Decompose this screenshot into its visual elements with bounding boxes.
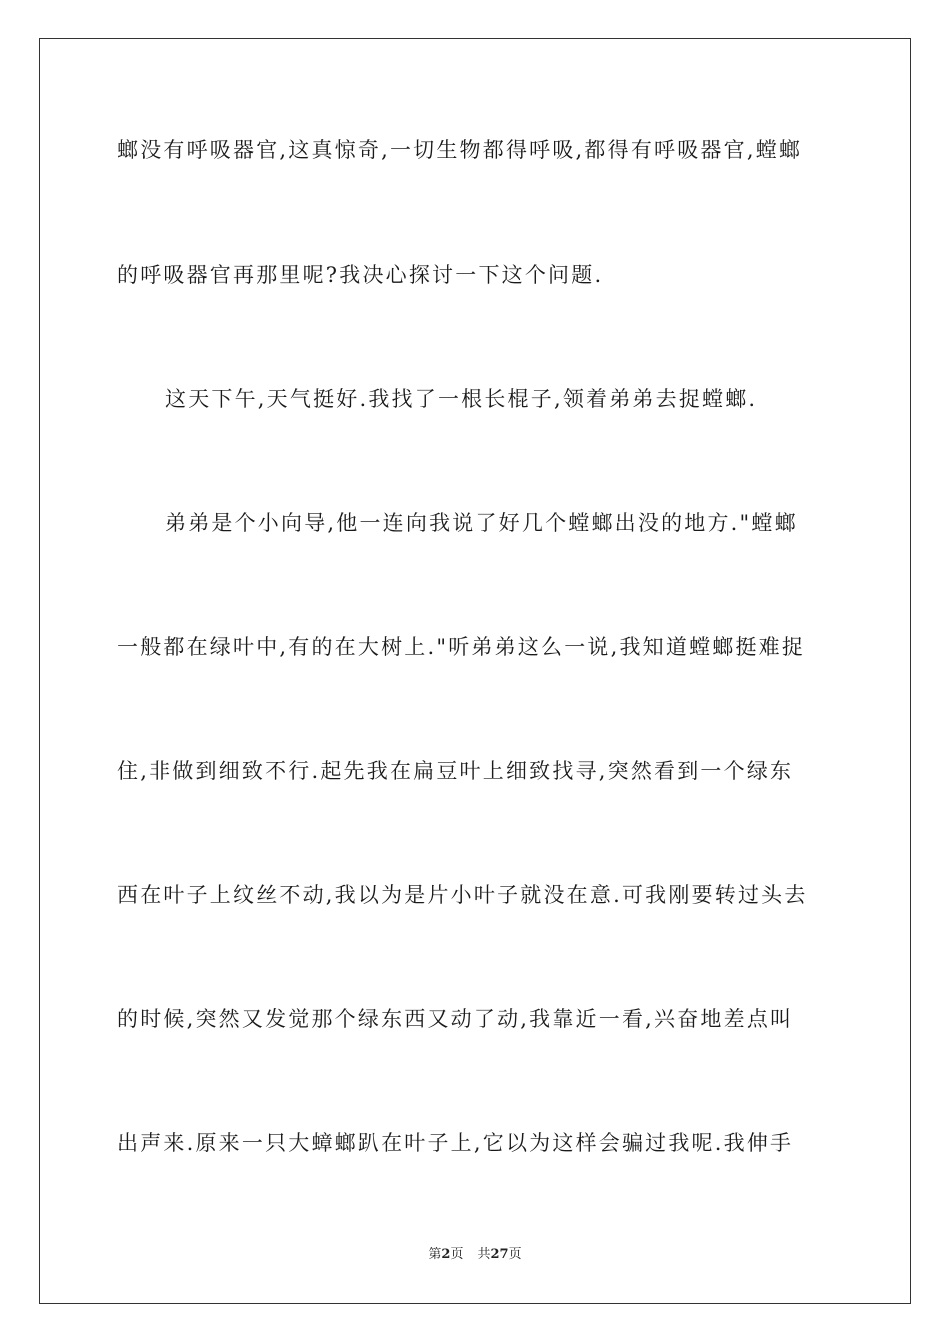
text-line-6: 住,非做到细致不行.起先我在扁豆叶上细致找寻,突然看到一个绿东 [117,759,794,783]
text-line-5: 一般都在绿叶中,有的在大树上."听弟弟这么一说,我知道螳螂挺难捉 [117,635,806,659]
page-suffix: 页 [450,1247,464,1262]
page-number-label [428,1247,463,1262]
paragraph-first-line-3: 这天下午,天气挺好.我找了一根长棍子,领着弟弟去捉螳螂. [165,387,758,411]
total-prefix: 共 [477,1247,491,1262]
total-suffix: 页 [508,1247,522,1262]
total-pages-label [477,1247,521,1262]
total-pages: 27 [490,1247,509,1262]
page-border [39,38,911,1304]
text-line-7: 西在叶子上纹丝不动,我以为是片小叶子就没在意.可我刚要转过头去 [117,883,808,907]
page-prefix: 第 [428,1247,442,1262]
page-footer [0,1246,950,1264]
page-number: 2 [441,1247,451,1262]
text-line-8: 的时候,突然又发觉那个绿东西又动了动,我靠近一看,兴奋地差点叫 [117,1007,794,1031]
text-line-9: 出声来.原来一只大蟑螂趴在叶子上,它以为这样会骗过我呢.我伸手 [117,1131,794,1155]
text-line-2: 的呼吸器官再那里呢?我决心探讨一下这个问题. [117,263,604,287]
paragraph-first-line-4: 弟弟是个小向导,他一连向我说了好几个螳螂出没的地方."螳螂 [165,511,798,535]
text-line-1: 螂没有呼吸器官,这真惊奇,一切生物都得呼吸,都得有呼吸器官,螳螂 [117,138,803,162]
